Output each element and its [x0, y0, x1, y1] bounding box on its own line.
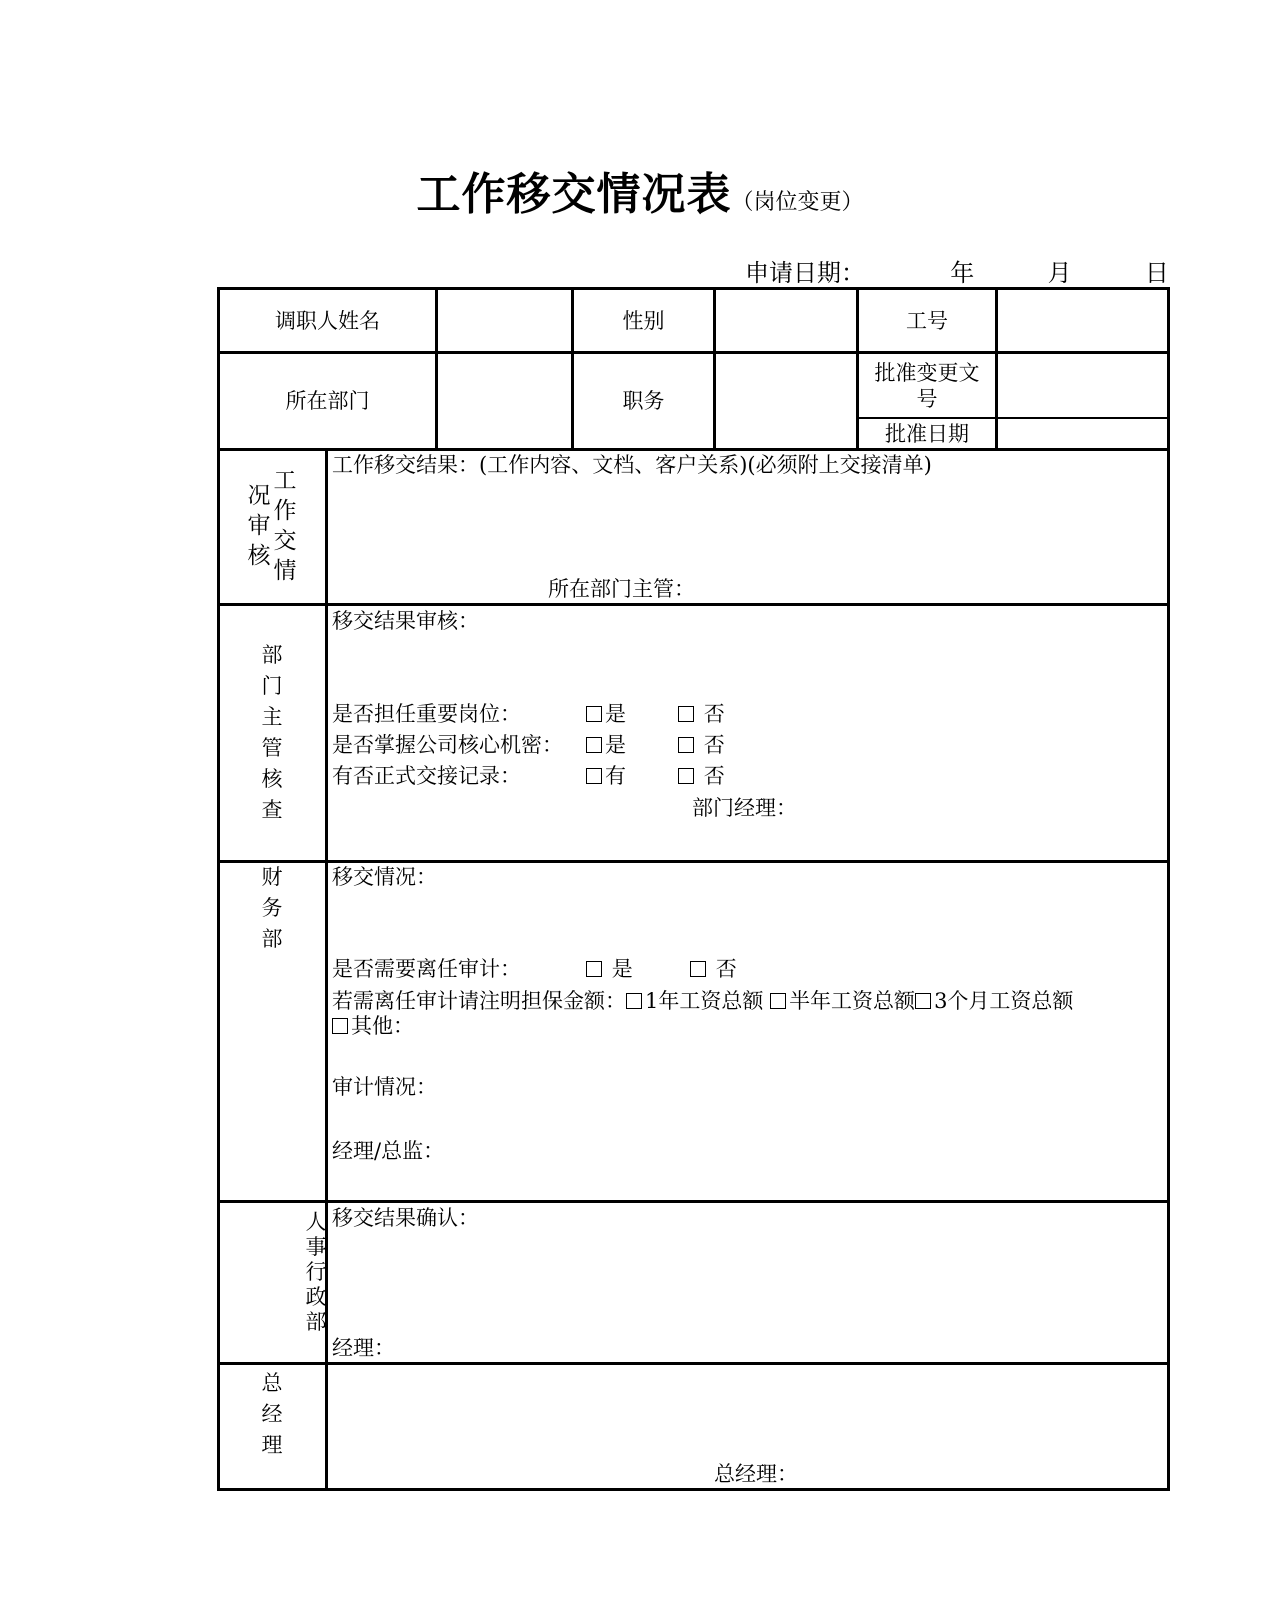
approval-date-label: 批准日期	[885, 421, 969, 446]
checkbox[interactable]	[586, 961, 602, 977]
handover-result-field[interactable]	[330, 480, 1165, 576]
guarantee-option-half-year: 半年工资总额	[789, 989, 916, 1013]
guarantee-amount-label: 若需离任审计请注明担保金额：	[332, 989, 626, 1013]
handover-record-yes-option[interactable]: 有	[586, 763, 626, 789]
checkbox[interactable]	[586, 706, 602, 722]
section3-side-label: 财务部	[261, 865, 283, 951]
section2-side-label: 部门主管核查	[261, 643, 283, 822]
guarantee-option-other: 其他：	[351, 1014, 414, 1038]
gender-label: 性别	[622, 308, 665, 333]
audit-needed-label: 是否需要离任审计：	[332, 957, 521, 981]
core-secret-label: 是否掌握公司核心机密：	[332, 733, 563, 757]
guarantee-other-line	[332, 1013, 414, 1039]
approval-doc-label-line1: 批准变更文	[874, 360, 980, 385]
dept-manager-signer: 部门经理：	[692, 796, 797, 820]
date-month-label: 月	[1047, 259, 1072, 287]
important-post-question	[332, 701, 521, 727]
title-main: 工作移交情况表	[416, 169, 732, 220]
date-label: 申请日期：	[745, 259, 865, 287]
section1-side-col2: 工作交情	[273, 468, 297, 584]
core-secret-question	[332, 732, 563, 758]
table-border-right	[1167, 287, 1170, 1491]
department-field[interactable]	[438, 354, 571, 448]
employee-id-label: 工号	[906, 308, 948, 333]
approval-doc-number-label	[859, 354, 995, 417]
position-field[interactable]	[716, 354, 856, 448]
hr-manager-signer: 经理：	[332, 1336, 395, 1360]
checkbox[interactable]	[770, 993, 786, 1009]
checkbox[interactable]	[586, 768, 602, 784]
row-divider	[217, 1362, 1170, 1365]
finance-manager-signer: 经理/总监：	[332, 1139, 445, 1163]
position-label: 职务	[622, 389, 665, 413]
name-label: 调职人姓名	[275, 308, 380, 333]
guarantee-option-3months: 3个月工资总额	[934, 989, 1074, 1013]
core-secret-yes-option[interactable]: 是	[586, 732, 626, 758]
checkbox[interactable]	[678, 737, 694, 753]
page-title	[0, 158, 1280, 222]
audit-needed-no-option[interactable]: 否	[690, 956, 737, 982]
approval-doc-number-field[interactable]	[998, 354, 1167, 417]
date-year-label: 年	[950, 259, 975, 287]
important-post-label: 是否担任重要岗位：	[332, 702, 521, 726]
department-label: 所在部门	[285, 389, 370, 413]
checkbox[interactable]	[332, 1018, 348, 1034]
row-divider	[217, 1200, 1170, 1203]
approval-date-field[interactable]	[998, 419, 1167, 448]
review-result-label: 移交结果审核：	[332, 609, 479, 633]
handover-record-label: 有否正式交接记录：	[332, 764, 521, 788]
guarantee-option-1year: 1年工资总额	[645, 989, 764, 1013]
name-field[interactable]	[438, 290, 571, 351]
employee-id-field[interactable]	[998, 290, 1167, 351]
core-secret-no-option[interactable]: 否	[678, 732, 725, 758]
checkbox[interactable]	[678, 768, 694, 784]
handover-confirm-label: 移交结果确认：	[332, 1206, 479, 1230]
dept-supervisor-signer: 所在部门主管：	[548, 577, 695, 601]
row-divider	[217, 603, 1170, 606]
handover-record-question	[332, 763, 521, 789]
section4-side-label: 人事行政部	[305, 1210, 327, 1334]
handover-result-label: 工作移交结果：(工作内容、文档、客户关系)(必须附上交接清单)	[332, 453, 932, 477]
important-post-yes-option[interactable]: 是	[586, 701, 626, 727]
title-sub: （岗位变更）	[731, 190, 864, 215]
application-date-line	[745, 253, 1169, 288]
gender-field[interactable]	[716, 290, 856, 351]
audit-needed-yes-option[interactable]: 是	[586, 956, 633, 982]
table-border-left	[217, 287, 220, 1491]
section5-side-label: 总经理	[261, 1371, 283, 1457]
row-divider	[217, 448, 1170, 451]
handover-status-label: 移交情况：	[332, 865, 437, 889]
checkbox[interactable]	[626, 993, 642, 1009]
approval-doc-label-line2: 号	[916, 386, 938, 411]
checkbox[interactable]	[915, 993, 931, 1009]
table-border-bottom	[217, 1488, 1170, 1491]
checkbox[interactable]	[678, 706, 694, 722]
date-day-label: 日	[1144, 259, 1169, 287]
general-manager-signer: 总经理：	[714, 1462, 798, 1486]
general-manager-comment-field[interactable]	[330, 1366, 1165, 1458]
important-post-no-option[interactable]: 否	[678, 701, 725, 727]
section1-side-col1: 况审核	[247, 483, 271, 569]
row-divider	[217, 860, 1170, 863]
audit-status-label: 审计情况：	[332, 1075, 437, 1099]
guarantee-amount-line	[332, 988, 1073, 1014]
checkbox[interactable]	[690, 961, 706, 977]
handover-record-no-option[interactable]: 否	[678, 763, 725, 789]
checkbox[interactable]	[586, 737, 602, 753]
